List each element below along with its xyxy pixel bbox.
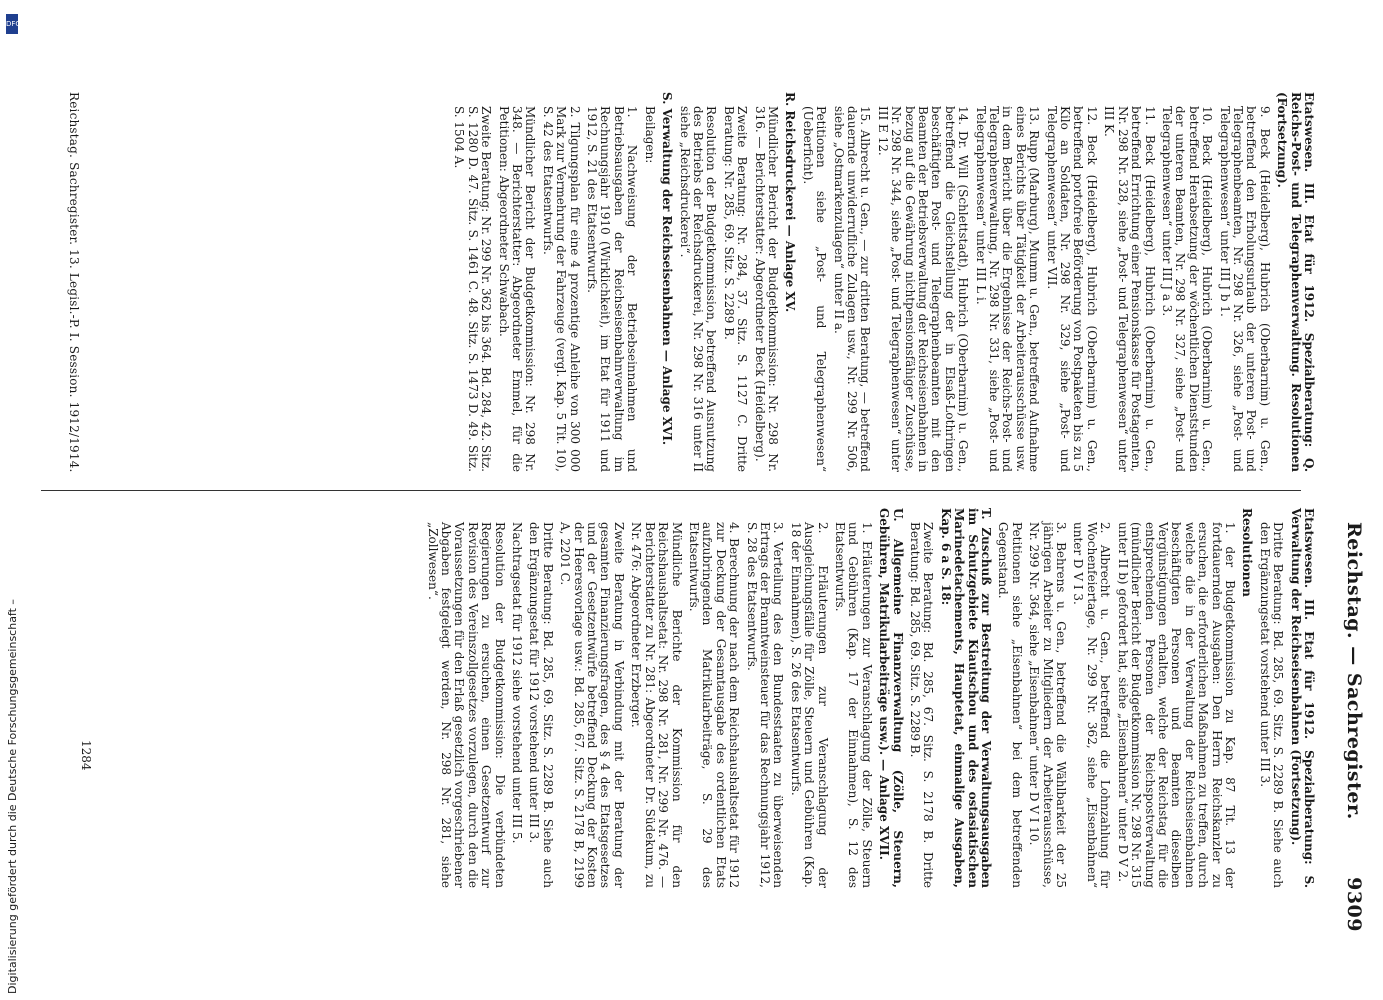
right-para: 4. Berechnung der nach dem Reichshaushaltsetat für 1912 zur Deckung der Gesamtausgabe des ordentlichen Etats aufzubringenden Matrikularbeiträge, S. 29 des Etatsentwurfs. xyxy=(686,522,742,888)
left-para: Zweite Beratung: Nr. 299 Nr. 362 bis 364. Bd. 284, 42. Sitz. S. 1280 D. 47. Sitz. S. 1461 C. 48. Sitz. S. 1473 D. 49. Sitz. S. 1504 A. xyxy=(452,106,494,472)
right-para: 2. Albrecht u. Gen., betreffend die Lohnzahlung für Wochenfeiertage, Nr. 299 Nr. 362, siehe „Eisenbahnen“ unter D V I 3. xyxy=(1071,522,1113,888)
right-column xyxy=(421,508,1315,888)
running-head xyxy=(1333,92,1365,942)
left-para: 14. Dr. Will (Schlettstadt), Hubrich (Oberbarnim) u. Gen., betreffend die Gleichstellung der in Elsaß-Lothringen beschäftigten Post- und Telegraphenbeamten mit den Beamten der Betriebsverwaltung der Reichseisenbahnen in bezug auf die Gewährung nichtpensionsfähiger Zuschüsse, Nr. 298 Nr. 344, siehe „Post- und Telegraphenwesen“ unter III E 12. xyxy=(875,106,971,472)
left-para: Etatswesen. III. Etat für 1912. Spezialberatung: Q. Reichs-Post- und Telegraphenverwaltung. Resolutionen (Fortsetzung). xyxy=(1275,92,1316,472)
footer-page-ref: 1284 xyxy=(79,740,93,771)
left-para: Zweite Beratung: Nr. 284, 37. Sitz. S. 1127 C. Dritte Beratung: Nr. 285, 69. Sitz. S. 2289 B. xyxy=(721,106,750,472)
right-para: Etatswesen. III. Etat für 1912. Spezialberatung: S. Verwaltung der Reichseisenbahnen (Fortsetzung). xyxy=(1288,508,1316,888)
column-divider xyxy=(41,490,1301,491)
right-para: Nachtragsetat für 1912 siehe vorstehend unter III 5. xyxy=(510,522,525,844)
left-para: Petitionen siehe „Post- und Telegraphenwesen“ (Ueberficht). xyxy=(800,106,829,472)
right-para: Resolutionen xyxy=(1240,508,1255,597)
left-para: 10. Beck (Heidelberg), Hubrich (Oberbarnim) u. Gen., betreffend Herabsetzung der wöchentlichen Dienststunden der unteren Beamten, Nr. 298 Nr. 327, siehe „Post- und Telegraphenwesen“ unter III J a 3. xyxy=(1159,106,1215,472)
left-para: 1. Nachweisung der Betriebseinnahmen und Betriebsausgaben der Reichseisenbahnverwaltung im Rechnungsjahr 1910 (Wirklichkeit), im Etat für 1911 und 1912, S. 21 des Etatsentwurfs. xyxy=(585,106,640,472)
right-para: Resolution der Budgetkommission: Die verbündeten Regierungen zu ersuchen, einen Gesetzentwurf zur Revision des Vereinszollgesetzes vorzulegen, durch den die Voraussetzungen für den Erlaß gesetzlich vorgeschriebener Abgaben festgelegt werden, Nr. 298 Nr. 281, siehe „Zollwesen“. xyxy=(425,522,507,888)
left-para: 9. Beck (Heidelberg), Hubrich (Oberbarnim) u. Gen., betreffend den Erholungsurlaub der unteren Post- und Telegraphenbeamten, Nr. 298 Nr. 326, siehe „Post- und Telegraphenwesen“ unter III J b 1. xyxy=(1217,106,1272,472)
digitization-credit xyxy=(6,14,20,994)
right-para: Zweite Beratung: Bd. 285, 67. Sitz. S. 2178 B. Dritte Beratung: Bd. 285, 69. Sitz. S. 2289 B. xyxy=(908,522,936,888)
right-para: 1. der Budgetkommission zu Kap. 87 Tit. 13 der fortdauernden Ausgaben: Den Herrn Reichskanzler zu ersuchen, die erforderlichen Maßnahmen zu treffen, durch welche die in der Verwaltung der Reichseisenbahnen beschäftigten Personen und Beamten dieselben Vergünstigungen erhalten, welche der Reichstag für die entsprechenden Personen der Reichspostverwaltung (mündlicher Bericht der Budgetkommission Nr. 298 Nr. 315 unter II b) gefordert hat, siehe „Eisenbahnen“ unter D V 2. xyxy=(1115,522,1237,888)
dfg-logo-icon: DFG xyxy=(6,14,18,34)
right-para: T. Zuschuß zur Bestreitung der Verwaltungsausgaben im Schutzgebiete Kiautschou und des ostasiatischen Marinedetachements, Hauptetat, einmalige Ausgaben, Kap. 6 a S. 18: xyxy=(938,508,994,888)
left-para: R. Reichsdruckerei — Anlage XV. xyxy=(783,92,798,313)
right-para: Petitionen siehe „Eisenbahnen“ bei dem betreffenden Gegenstand. xyxy=(996,522,1024,888)
page-number: 9309 xyxy=(1343,877,1365,932)
left-para: Beilagen: xyxy=(642,106,657,164)
right-para: Zweite Beratung in Verbindung mit der Beratung der gesamten Finanzierungsfragen, des § 4 des Etatsgesetzes und der Gesetzentwürfe betreffend Deckung der Kosten der Heeresvorlage usw.: Bd. 285, 67. Sitz. S. 2178 B, 2199 A, 2201 C. xyxy=(558,522,626,888)
right-para: 1. Erläuterungen zur Veranschlagung der Zölle, Steuern und Gebühren (Kap. 17 der Einnahmen), S. 12 des Etatsentwurfs. xyxy=(833,522,874,888)
left-para: S. Verwaltung der Reichseisenbahnen — Anlage XVI. xyxy=(660,92,675,446)
source-footer: Reichstag. Sachregister. 13. Legisl.-P. I. Session. 1912/1914. xyxy=(67,92,81,473)
left-para: Mündlicher Bericht der Budgetkommission: Nr. 298 Nr. 348. — Berichterstatter: Abgeordneter Emmel, für die Petitionen: Abgeordneter Schwabach. xyxy=(496,106,538,472)
left-para: 15. Albrecht u. Gen., — zur dritten Beratung, — betreffend dauernde unwiderrufliche Zulagen usw., Nr. 299 Nr. 506, siehe „Ostmarkenzulagen“ unter II a. xyxy=(831,106,873,472)
header-title: Reichstag. — Sachregister. xyxy=(1343,522,1365,820)
left-column xyxy=(448,92,1315,472)
right-para: U. Allgemeine Finanzverwaltung (Zölle, Steuern, Gebühren, Matrikularbeiträge usw.). — Anlage XVII. xyxy=(877,508,905,888)
credit-text: Digitalisierung gefördert durch die Deutsche Forschungsgemeinschaft – xyxy=(6,599,19,994)
right-para: 3. Behrens u. Gen., betreffend die Wählbarkeit der 25 jährigen Arbeiter zu Mitgliedern der Arbeiterausschüsse, Nr. 299 Nr. 364, siehe „Eisenbahnen“ unter D V I 10. xyxy=(1027,522,1069,888)
right-para: 3. Verteilung des den Bundesstaaten zu überweisenden Ertrags der Branntweinsteuer für das Rechnungsjahr 1912, S. 28 des Etatsentwurfs. xyxy=(744,522,786,888)
right-para: 2. Erläuterungen zur Veranschlagung der Ausgleichungsfälle für Zölle, Steuern und Gebühren (Kap. 18 der Einnahmen), S. 26 des Etatsentwurfs. xyxy=(788,522,830,888)
left-para: Resolution der Budgetkommission, betreffend Ausnutzung des Betriebs der Reichsdruckerei, Nr. 298 Nr. 316 unter II siehe „Reichsdruckerei“. xyxy=(677,106,719,472)
right-para: Dritte Beratung: Bd. 285, 69. Sitz. S. 2289 B. Siehe auch den Ergänzungsetat vorstehend unter III 3. xyxy=(1257,522,1286,888)
left-para: Mündlicher Bericht der Budgetkommission: Nr. 298 Nr. 316. — Berichterstatter: Abgeordneter Beck (Heidelberg). xyxy=(752,106,780,472)
left-para: 12. Beck (Heidelberg), Hubrich (Oberbarnim) u. Gen., betreffend portofreie Beförderung von Postpaketen bis zu 5 Kilo an Soldaten, Nr. 298 Nr. 329, siehe „Post- und Telegraphenwesen“ unter VII. xyxy=(1044,106,1099,472)
left-para: 2. Tilgungsplan für eine 4 prozentige Anleihe von 300 000 Mark zur Vermehrung der Fahrzeuge (vergl. Kap. 5 Tit. 10), S. 42 des Etatsentwurfs. xyxy=(540,106,582,472)
right-para: Mündliche Berichte der Kommission für den Reichshaushaltsetat: Nr. 298 Nr. 281, Nr. 299 Nr. 476. — Berichterstatter zu Nr. 281: Abgeordneter Dr. Südekum, zu Nr. 476: Abgeordneter Erzberger. xyxy=(629,522,684,888)
left-para: 13. Rupp (Marburg), Mumm u. Gen., betreffend Aufnahme eines Berichts über Tätigkeit der Arbeiterausschüsse usw. in dem Bericht über die Ergebnisse der Reichs-Post- und Telegraphenverwaltung, Nr. 298 Nr. 331, siehe „Post- und Telegraphenwesen“ unter III L i. xyxy=(973,106,1042,472)
left-para: 11. Beck (Heidelberg), Hubrich (Oberbarnim) u. Gen., betreffend Errichtung einer Pensionskasse für Postagenten, Nr. 298 Nr. 328, siehe „Post- und Telegraphenwesen“ unter III K. xyxy=(1102,106,1157,472)
right-para: Dritte Beratung: Bd. 285, 69. Sitz. S. 2289 B. Siehe auch den Ergänzungsetat für 1912 vorstehend unter III 3. xyxy=(527,522,555,888)
